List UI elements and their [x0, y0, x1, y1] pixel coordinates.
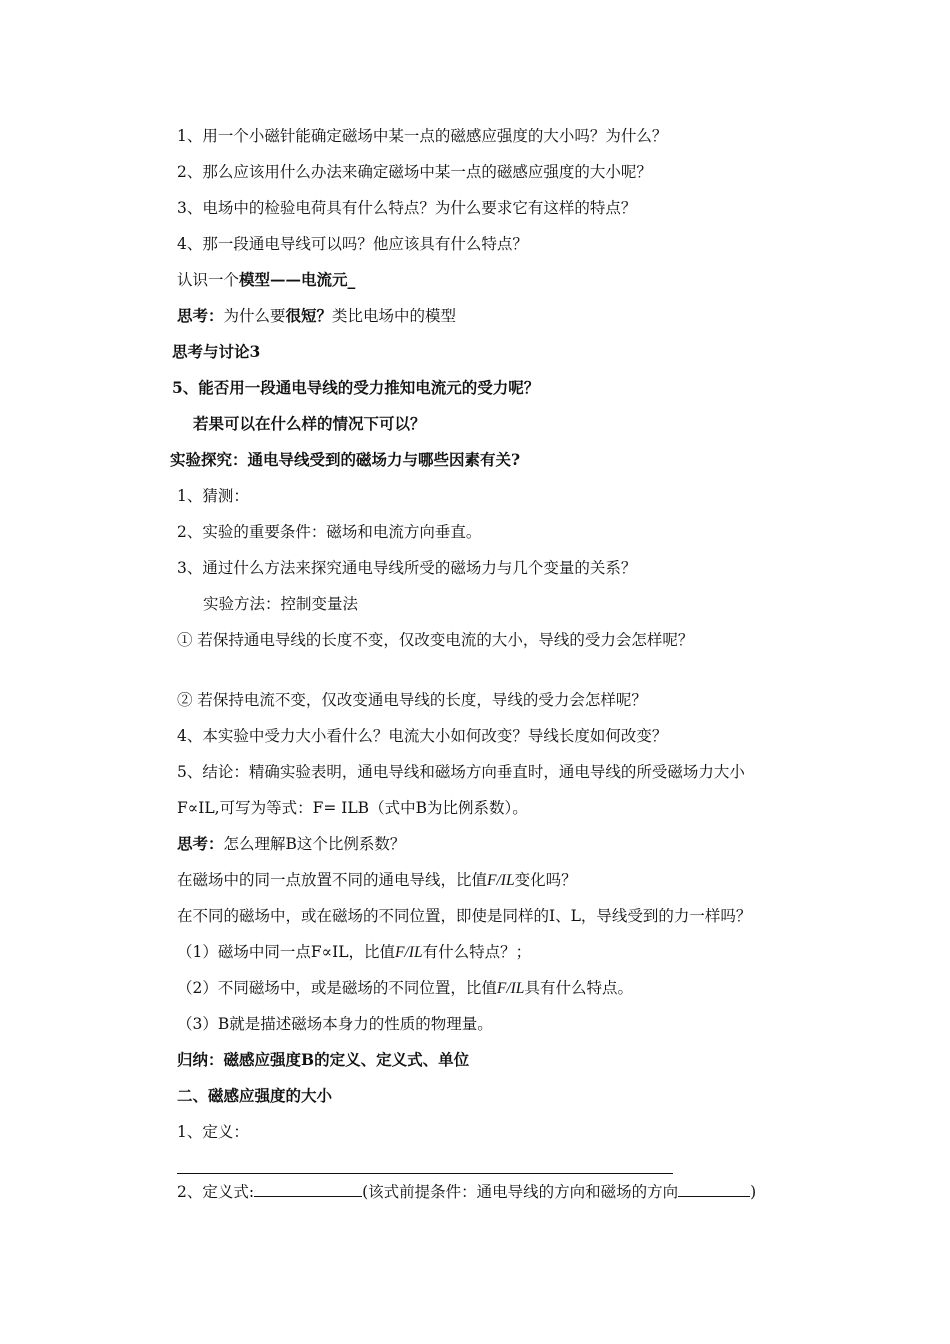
point-1-a: （1）磁场中同一点F∝IL，比值: [177, 943, 396, 961]
question-5: 5、能否用一段通电导线的受力推知电流元的受力呢？: [172, 378, 540, 397]
think-line-2: [177, 834, 405, 854]
definition-blank-line: [177, 1173, 673, 1174]
experiment-step-2: 2、实验的重要条件：磁场和电流方向垂直。: [177, 523, 482, 541]
experiment-heading: 实验探究：通电导线受到的磁场力与哪些因素有关?: [170, 450, 521, 469]
thought-1-a: 在磁场中的同一点放置不同的通电导线，比值: [177, 871, 488, 889]
closing-paren: ): [750, 1183, 757, 1201]
question-4: 4、那一段通电导线可以吗？他应该具有什么特点？: [177, 235, 528, 253]
condition-text: (该式前提条件：通电导线的方向和磁场的方向: [362, 1183, 679, 1201]
question-3: 3、电场中的检验电荷具有什么特点？为什么要求它有这样的特点？: [177, 199, 637, 217]
condition-blank: [678, 1182, 750, 1197]
think-bold: 很短？: [285, 306, 333, 325]
case-1: ① 若保持通电导线的长度不变，仅改变电流的大小，导线的受力会怎样呢？: [177, 631, 694, 649]
think-line-1: [177, 306, 456, 326]
model-line: [177, 270, 355, 290]
summary-heading: 归纳：磁感应强度B的定义、定义式、单位: [177, 1050, 470, 1069]
definition-label: 1、定义：: [177, 1123, 249, 1141]
formula-line: F∝IL,可写为等式：F= ILB（式中B为比例系数）。: [177, 799, 528, 817]
question-5-followup: 若果可以在什么样的情况下可以？: [193, 414, 426, 433]
case-2: ② 若保持电流不变，仅改变通电导线的长度，导线的受力会怎样呢？: [177, 691, 647, 709]
point-1-b: 有什么特点？；: [422, 943, 532, 961]
experiment-step-3: 3、通过什么方法来探究通电导线所受的磁场力与几个变量的关系？: [177, 559, 637, 577]
point-1: [177, 942, 531, 963]
point-2: [177, 978, 633, 999]
formula-blank: [254, 1182, 362, 1197]
point-2-b: 具有什么特点。: [524, 979, 633, 997]
think-label-2: 思考：: [177, 834, 224, 853]
experiment-method: 实验方法：控制变量法: [203, 595, 359, 613]
think-label: 思考：: [177, 306, 224, 325]
point-2-a: （2）不同磁场中，或是磁场的不同位置，比值: [177, 979, 497, 997]
model-name: 模型——电流元_: [239, 270, 356, 289]
question-1: 1、用一个小磁针能确定磁场中某一点的磁感应强度的大小吗？为什么？: [177, 127, 668, 145]
experiment-step-1: 1、猜测：: [177, 487, 249, 505]
section-2-heading: 二、磁感应强度的大小: [177, 1086, 333, 1105]
definition-formula-line: [177, 1182, 756, 1202]
thought-1-b: 变化吗？: [514, 871, 577, 889]
formula-label: 2、定义式:: [177, 1183, 255, 1201]
discussion-heading: 思考与讨论3: [172, 342, 261, 361]
experiment-step-4: 4、本实验中受力大小看什么？电流大小如何改变？导线长度如何改变？: [177, 727, 668, 745]
model-prefix: 认识一个: [177, 271, 240, 289]
ratio-term: F/IL: [496, 980, 525, 997]
experiment-step-5: 5、结论：精确实验表明，通电导线和磁场方向垂直时，通电导线的所受磁场力大小: [177, 763, 745, 781]
thought-1: [177, 870, 577, 891]
question-2: 2、那么应该用什么办法来确定磁场中某一点的磁感应强度的大小呢？: [177, 163, 652, 181]
think-text-2: 怎么理解B这个比例系数？: [223, 835, 406, 853]
think-text-a: 为什么要: [223, 307, 286, 325]
thought-2: 在不同的磁场中，或在磁场的不同位置，即使是同样的I、L，导线受到的力一样吗？: [177, 907, 752, 925]
ratio-term: F/IL: [395, 944, 423, 961]
think-text-b: 类比电场中的模型: [332, 307, 457, 325]
point-3: （3）B就是描述磁场本身力的性质的物理量。: [177, 1015, 493, 1033]
ratio-term: F/IL: [487, 872, 515, 889]
